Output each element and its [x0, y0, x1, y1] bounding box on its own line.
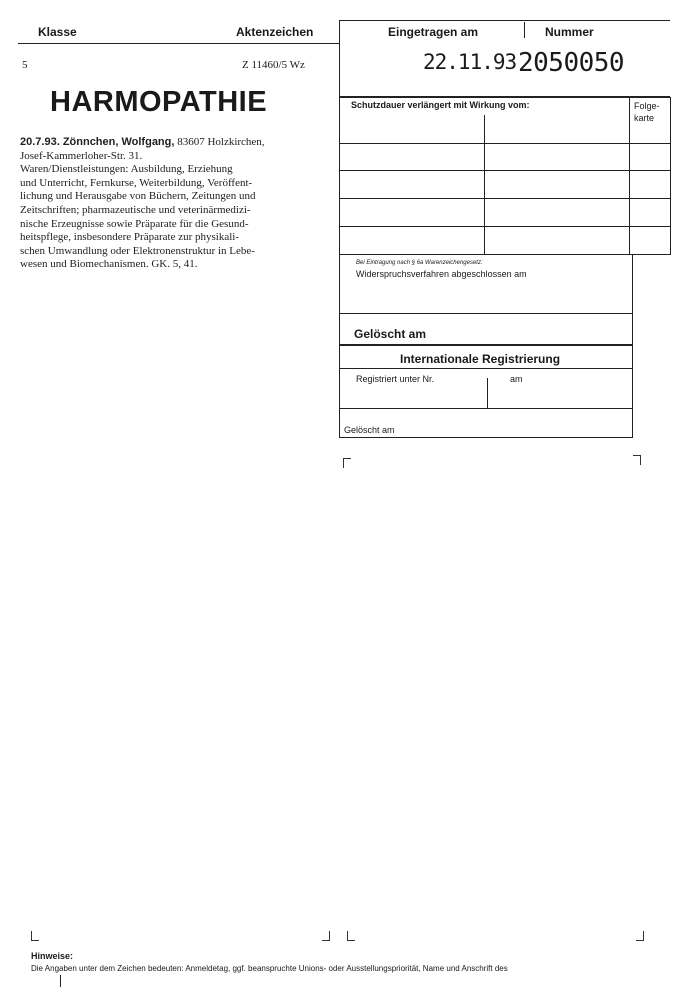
entry-line: lichung und Herausgabe von Büchern, Zeitungen und: [20, 190, 256, 203]
folgekarte-line-1: Folge-: [634, 101, 660, 111]
entry-date-applicant: 20.7.93. Zönnchen, Wolfgang,: [20, 136, 175, 148]
crop-mark-bottom-right: [636, 931, 644, 941]
entry-line: nische Erzeugnisse sowie Präparate für die Gesund-: [20, 217, 249, 230]
header-divider: [524, 22, 525, 38]
entry-line: und Unterricht, Fernkurse, Weiterbildung, Veröffent-: [20, 176, 253, 189]
folgekarte-line-2: karte: [634, 113, 655, 123]
entry-line: Waren/Dienstleistungen: Ausbildung, Erziehung: [20, 163, 233, 176]
entry-line: schen Umwandlung oder Elektronenstruktur in Lebe-: [20, 244, 255, 257]
widerspruch-bottom-rule: [339, 313, 632, 314]
nummer-value: 2050050: [518, 48, 625, 78]
registriert-divider: [487, 378, 488, 408]
crop-mark-bottom-mid-left: [347, 931, 355, 941]
eingetragen-value: 22.11.93: [423, 50, 517, 74]
table-row-line: [339, 143, 670, 144]
hinweise-text: Die Angaben unter dem Zeichen bedeuten: Anmeldetag, ggf. beanspruchte Unions- oder Ausstellungspriorität, Name und Anschrift des: [31, 964, 508, 973]
klasse-value: 5: [22, 59, 28, 71]
table-row-line: [339, 226, 670, 227]
registriert-bottom-rule: [339, 408, 632, 409]
hinweise-label: Hinweise:: [31, 951, 74, 961]
schutzdauer-label: Schutzdauer verlängert mit Wirkung vom:: [351, 100, 530, 110]
klasse-label: Klasse: [38, 25, 77, 39]
table-col-2: [629, 97, 630, 255]
registriert-label: Registriert unter Nr.: [356, 374, 435, 384]
folgekarte-label: [634, 100, 660, 124]
form-bottom-rule: [339, 437, 632, 438]
international-rule: [339, 368, 632, 369]
entry-street: Josef-Kammerloher-Str. 31.: [20, 149, 143, 162]
nummer-label: Nummer: [545, 25, 594, 39]
top-rule-right: [339, 20, 670, 21]
crop-mark-bottom-mid-right: [322, 931, 330, 941]
table-row-line: [339, 254, 670, 255]
aktenzeichen-value: Z 11460/5 Wz: [242, 59, 305, 71]
am-label: am: [510, 374, 523, 384]
entry-address: 83607 Holzkirchen,: [177, 136, 265, 148]
crop-mark-top-right: [633, 455, 641, 465]
table-row-line: [339, 170, 670, 171]
crop-mark-top-left: [343, 458, 351, 468]
widerspruch-right-border: [632, 254, 633, 344]
geloescht2-label: Gelöscht am: [344, 425, 395, 435]
mark-name: HARMOPATHIE: [50, 86, 268, 118]
form-left-border: [339, 20, 340, 438]
margin-tick: [60, 975, 61, 987]
table-row-line: [339, 198, 670, 199]
entry-line-applicant: [20, 136, 318, 150]
international-right-border: [632, 344, 633, 438]
table-col-1: [484, 115, 485, 255]
top-rule-left: [18, 43, 339, 44]
international-label: Internationale Registrierung: [400, 352, 561, 366]
entry-line: wesen und Biomechanismen. GK. 5, 41.: [20, 258, 198, 271]
geloescht-label: Gelöscht am: [354, 327, 427, 341]
entry-text: [20, 136, 318, 272]
widerspruch-label: Widerspruchsverfahren abgeschlossen am: [356, 269, 527, 279]
entry-line: heitspflege, insbesondere Präparate zur physikali-: [20, 231, 240, 244]
eingetragen-label: Eingetragen am: [388, 25, 479, 39]
schutzdauer-top-rule: [339, 96, 670, 98]
geloescht-bottom-rule: [339, 344, 632, 346]
table-right-border: [670, 97, 671, 255]
aktenzeichen-label: Aktenzeichen: [236, 25, 314, 39]
crop-mark-bottom-left: [31, 931, 39, 941]
entry-line: Zeitschriften; pharmazeutische und veterinärmedizi-: [20, 203, 251, 216]
eintragung-note: Bei Eintragung nach § 6a Warenzeichengesetz:: [356, 260, 483, 266]
